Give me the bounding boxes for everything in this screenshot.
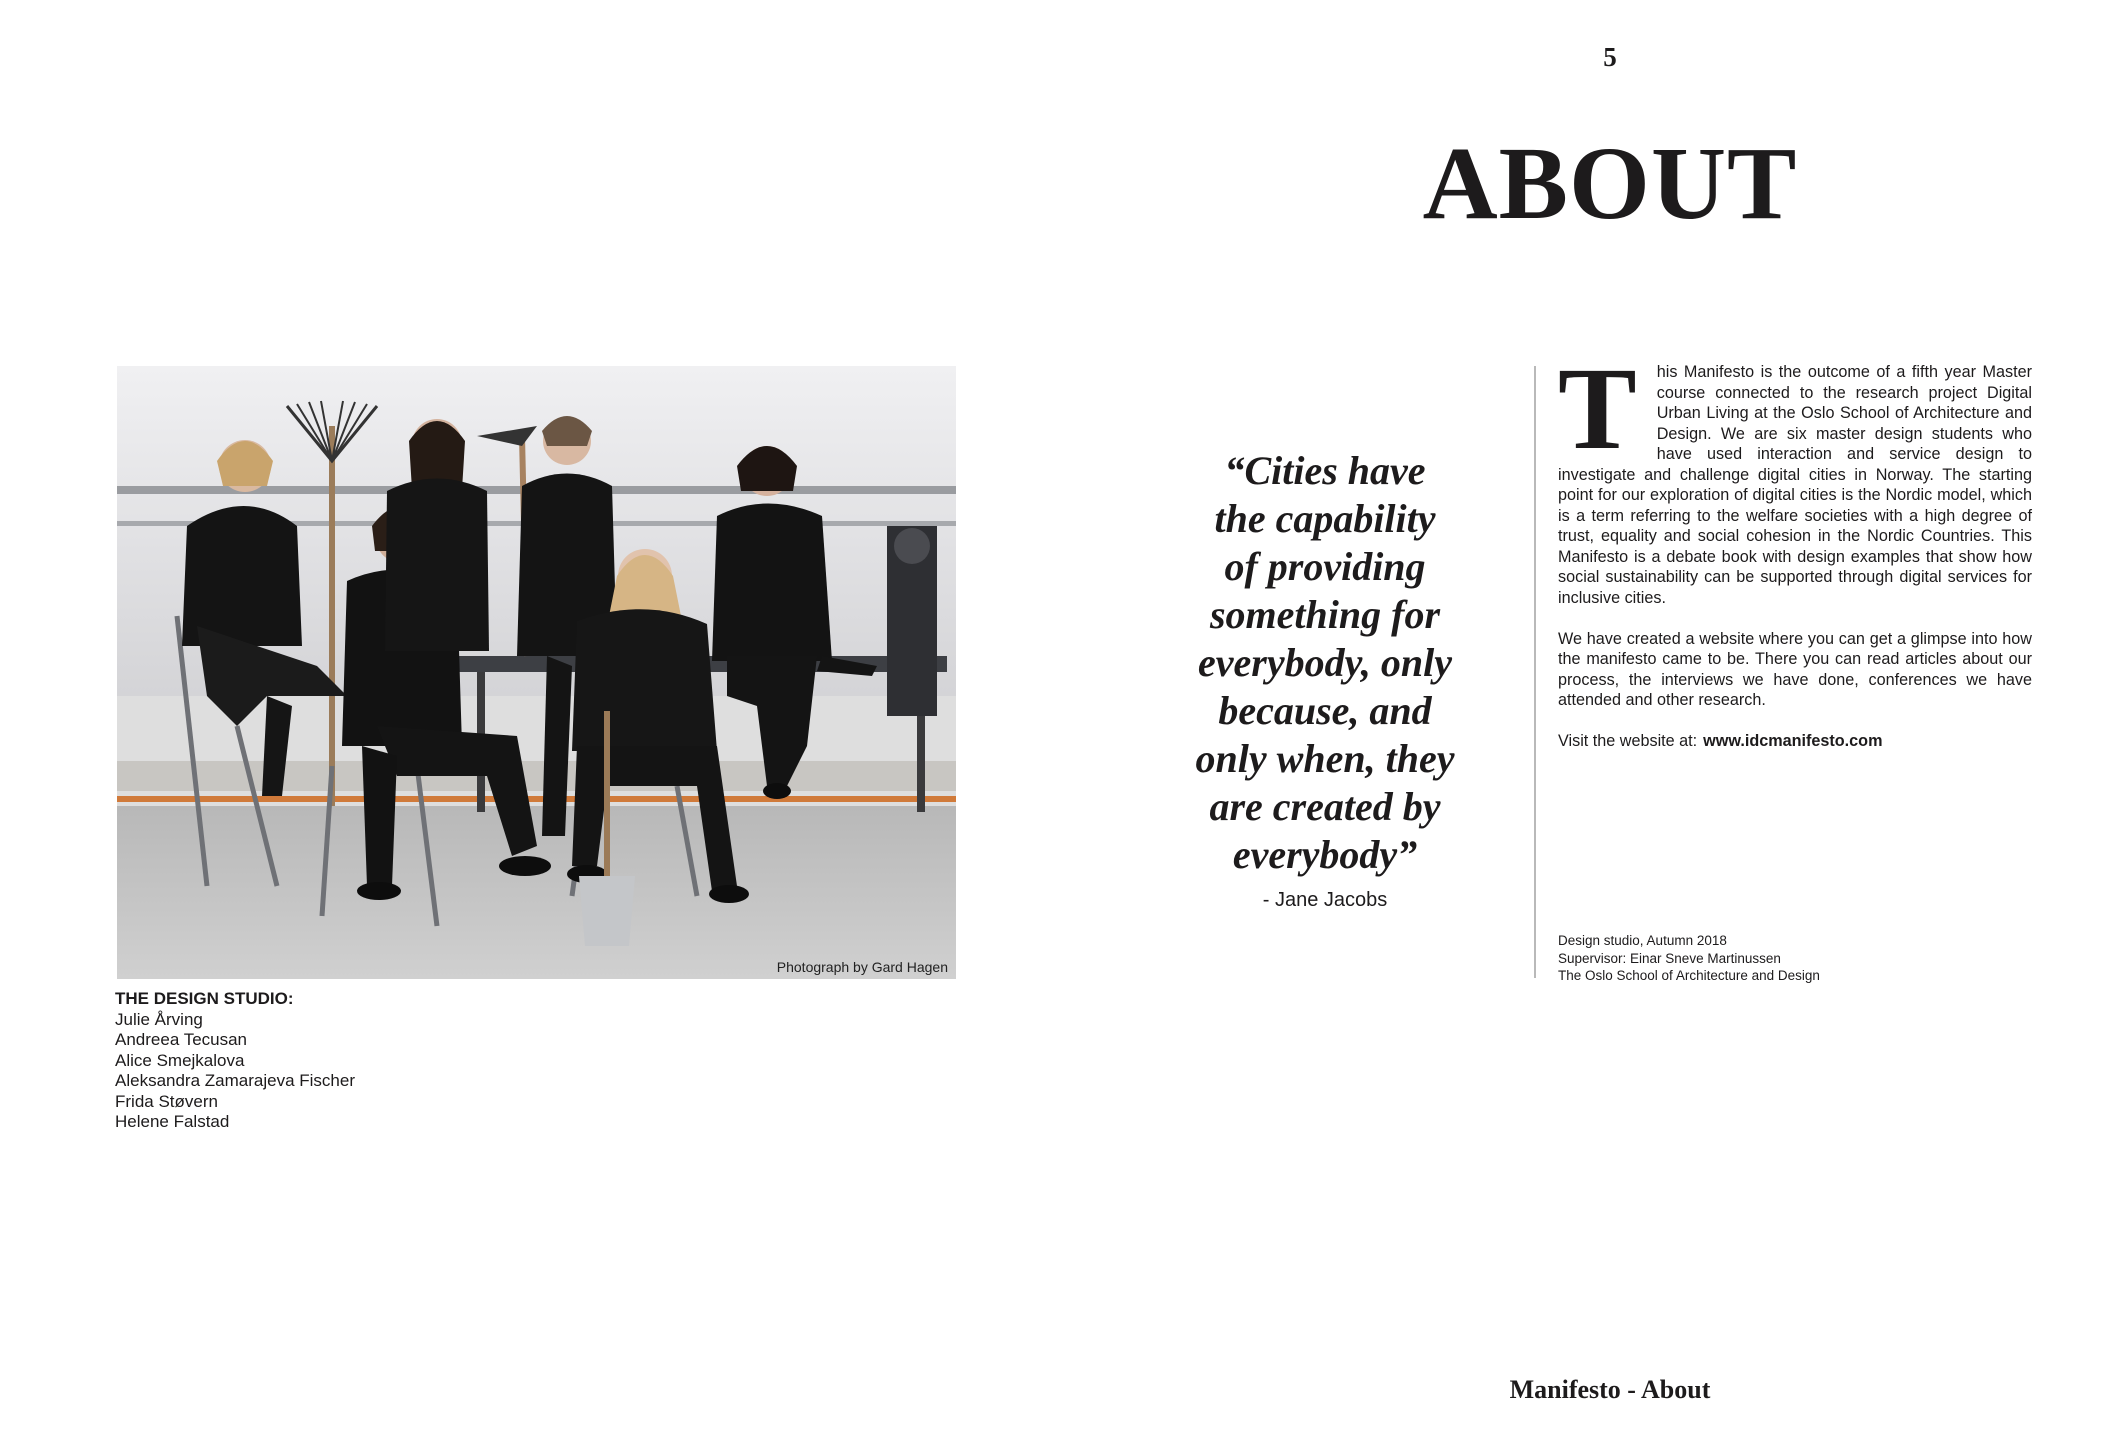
team-member: Helene Falstad <box>115 1112 230 1131</box>
about-body <box>1558 343 2032 772</box>
team-member: Alice Smejkalova <box>115 1050 245 1070</box>
team-member: Julie Årving <box>115 1009 203 1029</box>
credit-line: The Oslo School of Architecture and Design <box>1558 968 1820 983</box>
team-member: Frida Støvern <box>115 1091 218 1111</box>
website-line <box>1558 731 2032 752</box>
vertical-divider <box>1534 366 1536 978</box>
team-title: THE DESIGN STUDIO: <box>115 989 294 1008</box>
website-label: Visit the website at: <box>1558 732 1698 750</box>
credit-line: Design studio, Autumn 2018 <box>1558 933 1727 948</box>
website-link[interactable]: www.idcmanifesto.com <box>1703 732 1883 750</box>
pull-quote <box>1180 447 1470 912</box>
photo-credit: Photograph by Gard Hagen <box>776 959 948 975</box>
page-footer: Manifesto - About <box>1509 1375 1711 1404</box>
intro-paragraph <box>1558 343 2032 608</box>
team-member: Andreea Tecusan <box>115 1030 248 1049</box>
group-photograph <box>117 366 956 979</box>
studio-credits <box>1558 932 1820 985</box>
intro-text: his Manifesto is the outcome of a fifth year Master course connected to the research project Digital Urban Living at the Oslo School of Architecture and Design. We are six master design students who have used interaction and service design to investigate and challenge digital cities in Norway. The starting point for our exploration of digital cities is the Nordic model, which is a term referring to the welfare societies with a high degree of trust, equality and social cohesion in the Nordic Countries. This Manifesto is a debate book with design examples that show how social sustainability can be supported through digital services for inclusive cities. <box>1558 363 2032 607</box>
quote-text: “Cities have the capability of providing something for everybody, only because, and only when, they are created by everybody” <box>1195 448 1455 877</box>
quote-author: - Jane Jacobs <box>1262 889 1388 911</box>
website-paragraph: We have created a website where you can get a glimpse into how the manifesto came to be. There you can read articles about our process, the interviews we have done, conferences we have attended and other research. <box>1558 629 2032 709</box>
credit-line: Supervisor: Einar Sneve Martinussen <box>1558 950 1781 966</box>
drop-cap: T <box>1558 343 1637 474</box>
page-number: 5 <box>1603 42 1617 72</box>
team-member: Aleksandra Zamarajeva Fischer <box>115 1071 355 1090</box>
page-title: ABOUT <box>1422 126 1798 241</box>
team-caption <box>115 989 355 1133</box>
